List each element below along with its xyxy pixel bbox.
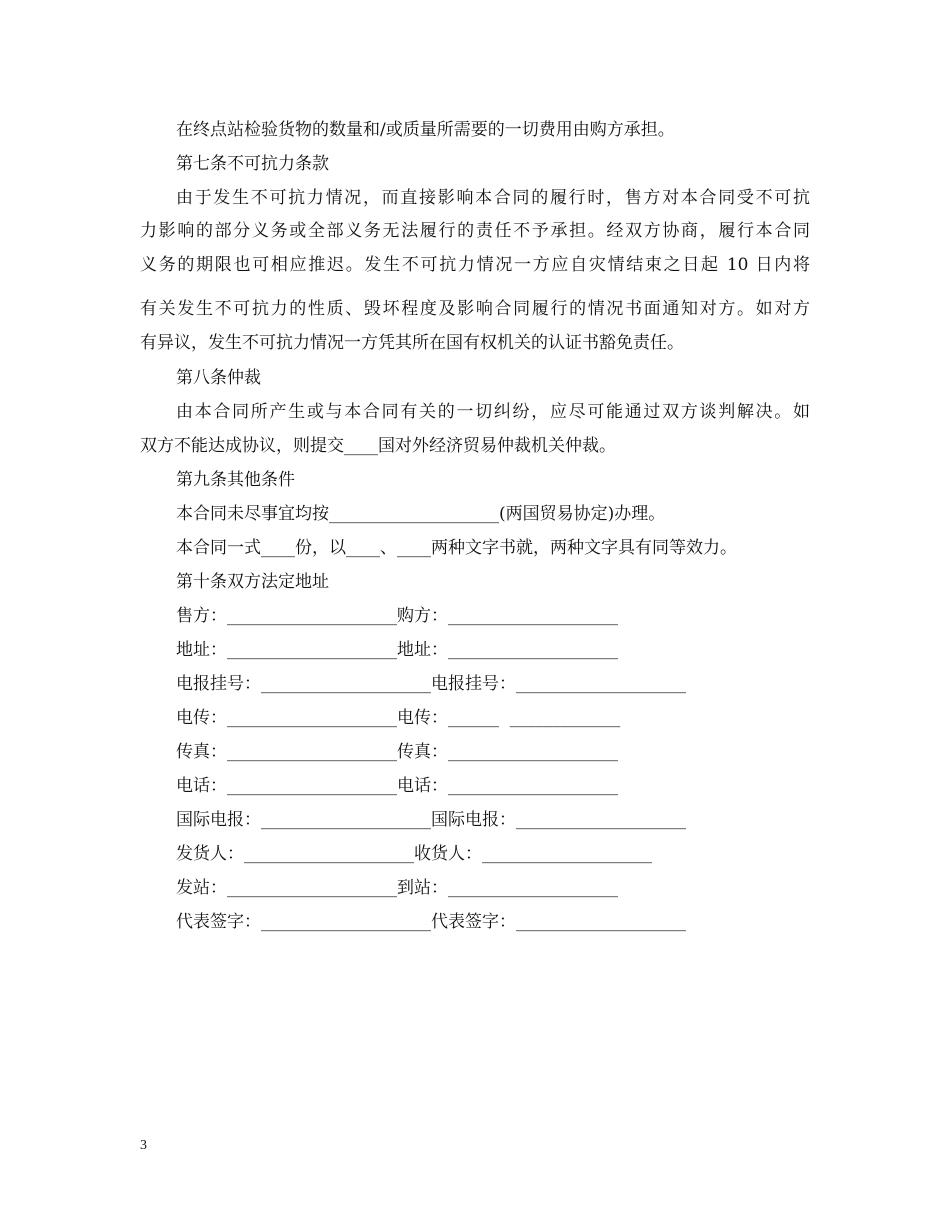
article-9-text: 本合同一式____份，以____、____两种文字书就，两种文字具有同等效力。: [176, 538, 737, 558]
field-phone: 电话：____________________电话：____________________: [176, 776, 618, 796]
field-fax: 传真：____________________传真：____________________: [176, 742, 618, 762]
field-stations: 发站：____________________到站：____________________: [176, 878, 618, 898]
article-7-title: 第七条不可抗力条款: [176, 154, 329, 174]
paragraph-inspection-cost: 在终点站检验货物的数量和/或质量所需要的一切费用由购方承担。: [176, 120, 675, 140]
article-7-text: 有异议，发生不可抗力情况一方凭其所在国有权机关的认证书豁免责任。: [140, 333, 684, 353]
field-cable-address: 电报挂号：____________________电报挂号：____________________: [176, 674, 686, 694]
field-address: 地址：____________________地址：____________________: [176, 640, 618, 660]
article-7-text: 由于发生不可抗力情况，而直接影响本合同的履行时，售方对本合同受不可抗: [176, 188, 810, 208]
article-9-title: 第九条其他条件: [176, 470, 295, 490]
article-8-title: 第八条仲裁: [176, 368, 261, 388]
article-9-text: 本合同未尽事宜均按____________________(两国贸易协定)办理。: [176, 504, 666, 524]
article-7-text: 有关发生不可抗力的性质、毁坏程度及影响合同履行的情况书面通知对方。如对方: [140, 299, 810, 319]
article-7-text: 力影响的部分义务或全部义务无法履行的责任不予承担。经双方协商，履行本合同: [140, 221, 810, 241]
article-7-text: 义务的期限也可相应推迟。发生不可抗力情况一方应自灾情结束之日起 10 日内将: [140, 255, 810, 275]
page-number: 3: [140, 1138, 147, 1153]
field-signature: 代表签字：____________________代表签字：____________________: [176, 912, 686, 932]
field-intl-cable: 国际电报：____________________国际电报：____________________: [176, 810, 686, 830]
field-shipper-consignee: 发货人：____________________收货人：____________________: [176, 844, 652, 864]
field-telex: 电传：____________________电传：______ _____________: [176, 708, 621, 728]
article-10-title: 第十条双方法定地址: [176, 572, 329, 592]
field-seller-buyer: 售方：____________________购方：____________________: [176, 606, 618, 626]
article-8-text: 由本合同所产生或与本合同有关的一切纠纷，应尽可能通过双方谈判解决。如: [176, 402, 810, 422]
article-8-text: 双方不能达成协议，则提交____国对外经济贸易仲裁机关仲裁。: [140, 436, 616, 456]
